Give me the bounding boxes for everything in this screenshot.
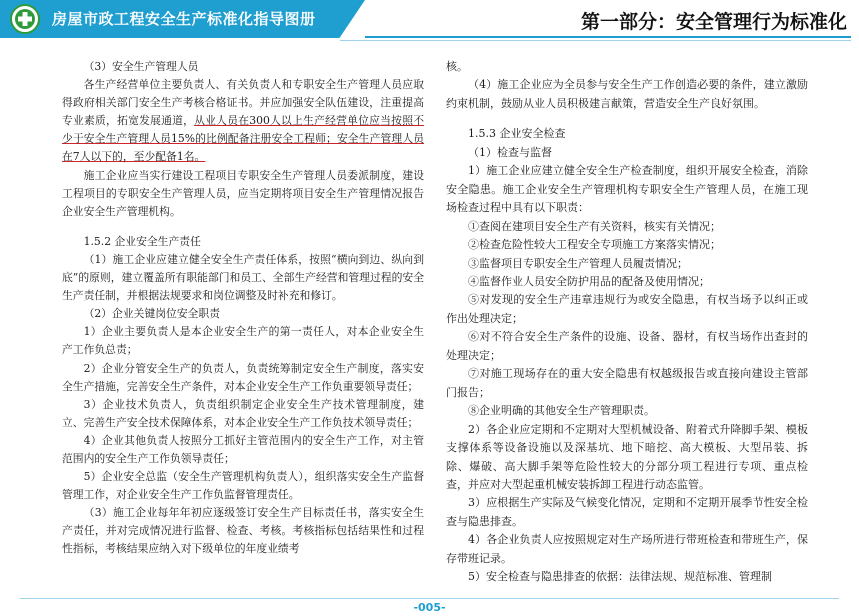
subheading: （1）检查与监督 bbox=[468, 145, 552, 159]
paragraph: （3）施工企业每年年初应逐级签订安全生产目标责任书，落实安全生产责任，并对完成情况进行监督、检查、考核。考核指标包括结果性和过程性指标，考核结果应纳入对下级单位的年度业绩考 bbox=[62, 506, 424, 556]
list-item: 4）企业其他负责人按照分工抓好主管范围内的安全生产工作，对主管范围内的安全生产工作负领导责任； bbox=[62, 433, 424, 465]
list-item: ⑤对发现的安全生产违章违规行为或安全隐患，有权当场予以纠正或作出处理决定； bbox=[446, 293, 808, 325]
list-item: 5）企业安全总监（安全生产管理机构负责人），组织落实安全生产监督管理工作，对企业安全生产工作负监督管理责任。 bbox=[62, 470, 424, 502]
cross-icon bbox=[12, 6, 38, 32]
list-item: 5）安全检查与隐患排查的依据：法律法规、规范标准、管理制 bbox=[468, 570, 772, 584]
footer-divider bbox=[20, 598, 839, 599]
list-item: ④监督作业人员安全防护用品的配备及使用情况； bbox=[468, 274, 710, 288]
safety-cross-logo bbox=[10, 4, 40, 34]
list-item: ⑥对不符合安全生产条件的设施、设备、器材，有权当场作出查封的处理决定； bbox=[446, 330, 808, 362]
section-heading: 1.5.3 企业安全检查 bbox=[468, 127, 566, 141]
list-item: 2）各企业应定期和不定期对大型机械设备、附着式升降脚手架、模板支撑体系等设备设施以及深基坑、地下暗挖、高大模板、大型吊装、拆除、爆破、高大脚手架等危险性较大的分部分项工程进行专项、重点检查，并应对大型起重机械安装拆卸工程进行动态监管。 bbox=[446, 422, 808, 491]
subheading: （2）企业关键岗位安全职责 bbox=[83, 307, 221, 321]
paragraph: 1）施工企业应建立健全安全生产检查制度，组织开展安全检查，消除安全隐患。施工企业安全生产管理机构专职安全生产管理人员，在施工现场检查过程中具有以下职责： bbox=[446, 164, 808, 215]
subheading: （3）安全生产管理人员 bbox=[83, 60, 199, 73]
paragraph bbox=[62, 76, 424, 166]
section-heading: 1.5.2 企业安全生产责任 bbox=[83, 234, 201, 248]
page-header bbox=[0, 0, 859, 46]
paragraph: （4）施工企业应为全员参与安全生产工作创造必要的条件，建立激励约束机制，鼓励从业人员积极建言献策，营造安全生产良好氛围。 bbox=[446, 78, 808, 110]
list-item: 3）企业技术负责人，负责组织制定企业安全生产技术管理制度，建立、完善生产安全技术保障体系，对本企业安全生产工作负技术领导责任； bbox=[62, 397, 424, 429]
list-item: 3）应根据生产实际及气候变化情况，定期和不定期开展季节性安全检查与隐患排查。 bbox=[446, 496, 808, 528]
list-item: ③监督项目专职安全生产管理人员履责情况； bbox=[468, 256, 688, 270]
list-item: ②检查危险性较大工程安全专项施工方案落实情况； bbox=[468, 238, 721, 252]
section-title: 第一部分：安全管理行为标准化 bbox=[580, 11, 847, 33]
paragraph-continuation: 核。 bbox=[446, 60, 468, 73]
highlighted-requirement: 从业人员在300人以上生产经营单位应当按照不少于安全生产管理人员15%的比例配备注册安全工程师；安全生产管理人员在7人以下的，至少配备1名。 bbox=[62, 114, 425, 164]
paragraph-text: 各生产经营单位主要负责人、有关负责人和专职安全生产管理人员应取得政府相关部门安全生产考核合格证书。并应加强安全队伍建设，注重提高专业素质，拓宽发展通道， bbox=[62, 78, 424, 128]
list-item: 1）企业主要负责人是本企业安全生产的第一责任人，对本企业安全生产工作负总责； bbox=[62, 325, 424, 357]
list-item: 2）企业分管安全生产的负责人，负责统筹制定安全生产制度，落实安全生产措施，完善安全生产条件，对本企业安全生产工作负重要领导责任； bbox=[62, 361, 424, 393]
header-divider bbox=[365, 36, 851, 38]
list-item: 4）各企业负责人应按照规定对生产场所进行带班检查和带班生产，保存带班记录。 bbox=[446, 533, 808, 565]
paragraph: 施工企业应当实行建设工程项目专职安全生产管理人员委派制度，建设工程项目的专职安全生产管理人员，应当定期将项目安全生产管理情况报告企业安全生产管理机构。 bbox=[62, 168, 424, 218]
list-item: ⑦对施工现场存在的重大安全隐患有权越级报告或直接向建设主管部门报告； bbox=[446, 367, 808, 399]
paragraph: （1）施工企业应建立健全安全生产责任体系，按照“横向到边、纵向到底”的原则，建立覆盖所有职能部门和员工、全部生产经营和管理过程的安全生产责任制，并根据法规要求和岗位调整及时补充和修订。 bbox=[62, 252, 424, 303]
list-item: ①查阅在建项目安全生产有关资料，核实有关情况； bbox=[468, 219, 721, 233]
header-divider-thin bbox=[340, 40, 851, 41]
page-number: -005- bbox=[413, 601, 446, 614]
left-column bbox=[62, 58, 424, 559]
list-item: ⑧企业明确的其他安全生产管理职责。 bbox=[468, 404, 655, 418]
right-column bbox=[446, 58, 808, 587]
booklet-title: 房屋市政工程安全生产标准化指导图册 bbox=[52, 10, 316, 28]
